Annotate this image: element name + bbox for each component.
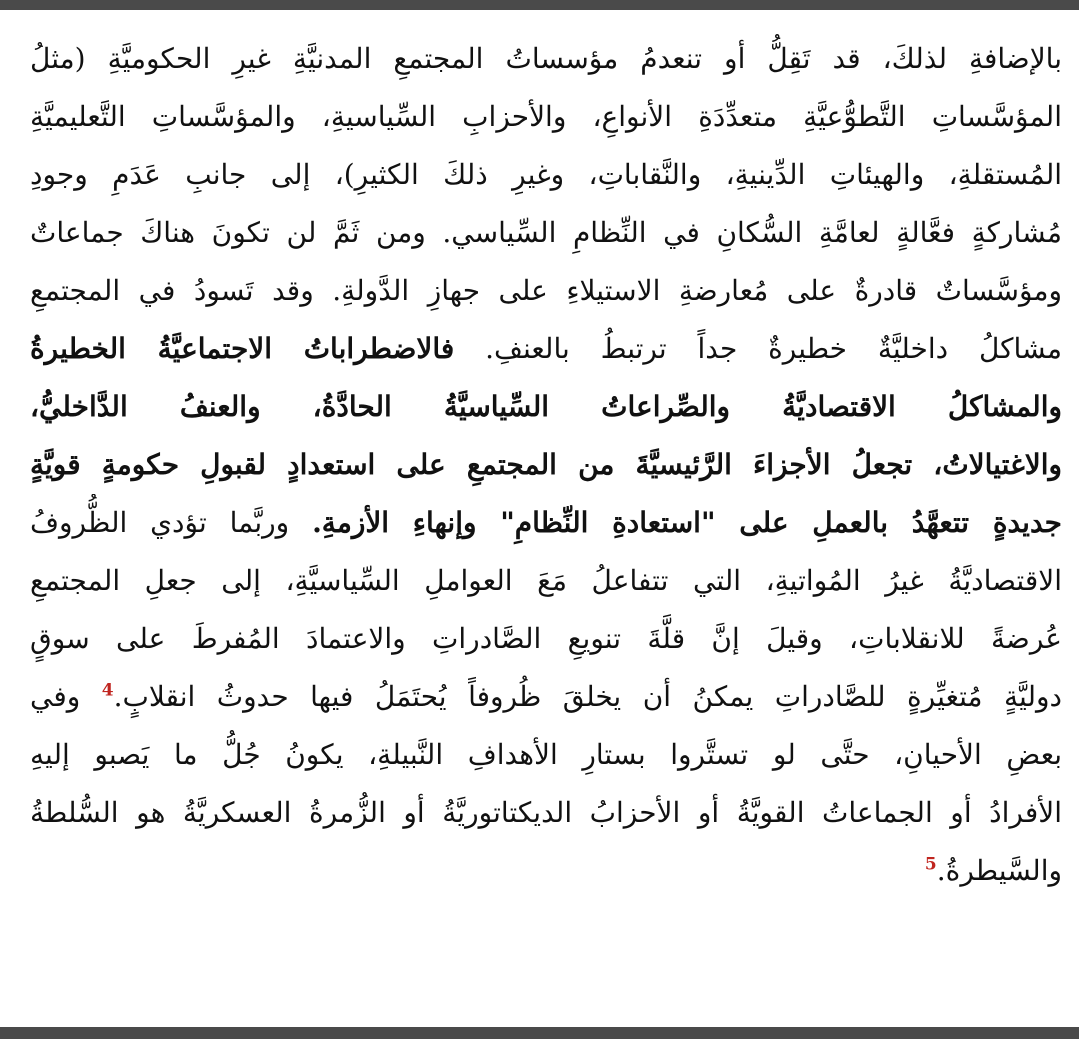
line-text-bold: فالاضطراباتُ الاجتماعيَّةُ الخطيرةُ <box>30 332 455 365</box>
bottom-border-bar <box>0 1027 1079 1039</box>
text-line <box>30 668 1062 726</box>
line-text: دوليَّةٍ مُتغيِّرةٍ للصَّادراتِ يمكنُ أن يخلقَ ظُروفاً يُحتَمَلُ فيها حدوثُ انقلابٍ. <box>113 680 1062 713</box>
text-line <box>30 784 1062 842</box>
line-text-bold: والمشاكلُ الاقتصاديَّةُ والصِّراعاتُ السِّياسيَّةُ الحادَّةُ، والعنفُ الدَّاخليُّ، <box>30 390 1062 423</box>
text-line <box>30 378 1062 436</box>
text-line <box>30 146 1062 204</box>
text-line <box>30 842 1062 900</box>
body-paragraph <box>30 30 1062 900</box>
footnote-marker-5[interactable]: 5 <box>924 854 937 875</box>
line-text: الاقتصاديَّةُ غيرُ المُواتيةِ، التي تتفاعلُ مَعَ العواملِ السِّياسيَّةِ، إلى جعلِ المجتمعِ <box>30 564 1062 597</box>
line-text: بعضِ الأحيانِ، حتَّى لو تستَّروا بستارِ الأهدافِ النَّبيلةِ، يكونُ جُلُّ ما يَصبو إليهِ <box>30 738 1062 771</box>
text-line <box>30 204 1062 262</box>
footnote-marker-4[interactable]: 4 <box>101 680 114 701</box>
top-border-bar <box>0 0 1079 10</box>
text-line <box>30 262 1062 320</box>
line-text: والسَّيطرةُ. <box>936 854 1062 887</box>
line-text-bold: والاغتيالاتُ، تجعلُ الأجزاءَ الرَّئيسيَّةَ من المجتمعِ على استعدادٍ لقبولِ حكومةٍ قويَّةٍ <box>30 448 1062 481</box>
line-text-bold: جديدةٍ تتعهَّدُ بالعملِ على "استعادةِ النِّظامِ" وإنهاءِ الأزمةِ. <box>312 506 1062 539</box>
line-text: ومؤسَّساتٌ قادرةٌ على مُعارضةِ الاستيلاءِ على جهازِ الدَّولةِ. وقد تَسودُ في المجتمعِ <box>30 274 1062 307</box>
text-line <box>30 436 1062 494</box>
text-line <box>30 610 1062 668</box>
line-text: الأفرادُ أو الجماعاتُ القويَّةُ أو الأحزابُ الديكتاتوريَّةُ أو الزُّمرةُ العسكريَّةُ هو السُّلطةُ <box>30 796 1062 829</box>
text-line <box>30 320 1062 378</box>
text-line <box>30 88 1062 146</box>
text-line <box>30 552 1062 610</box>
line-text: وربَّما تؤدي الظُّروفُ <box>30 506 313 539</box>
line-text: المُستقلةِ، والهيئاتِ الدِّينيةِ، والنَّقاباتِ، وغيرِ ذلكَ الكثيرِ)، إلى جانبِ عَدَمِ وجودِ <box>30 158 1062 191</box>
line-text: مشاكلُ داخليَّةٌ خطيرةٌ جداً ترتبطُ بالعنفِ. <box>454 332 1062 365</box>
text-line <box>30 30 1062 88</box>
line-text: مُشاركةٍ فعَّالةٍ لعامَّةِ السُّكانِ في النِّظامِ السِّياسي. ومن ثَمَّ لن تكونَ هناكَ جماعاتٌ <box>30 216 1062 249</box>
text-line <box>30 494 1062 552</box>
line-text: بالإضافةِ لذلكَ، قد تَقِلُّ أو تنعدمُ مؤسساتُ المجتمعِ المدنيَّةِ غيرِ الحكوميَّةِ (مثلُ <box>30 42 1062 75</box>
text-line <box>30 726 1062 784</box>
line-text: عُرضةً للانقلاباتِ، وقيلَ إنَّ قلَّةَ تنويعِ الصَّادراتِ والاعتمادَ المُفرطَ على سوقٍ <box>30 622 1062 655</box>
line-text: وفي <box>30 680 102 713</box>
line-text: المؤسَّساتِ التَّطوُّعيَّةِ متعدِّدَةِ الأنواعِ، والأحزابِ السِّياسيةِ، والمؤسَّساتِ التَّعليميَّةِ <box>30 100 1062 133</box>
